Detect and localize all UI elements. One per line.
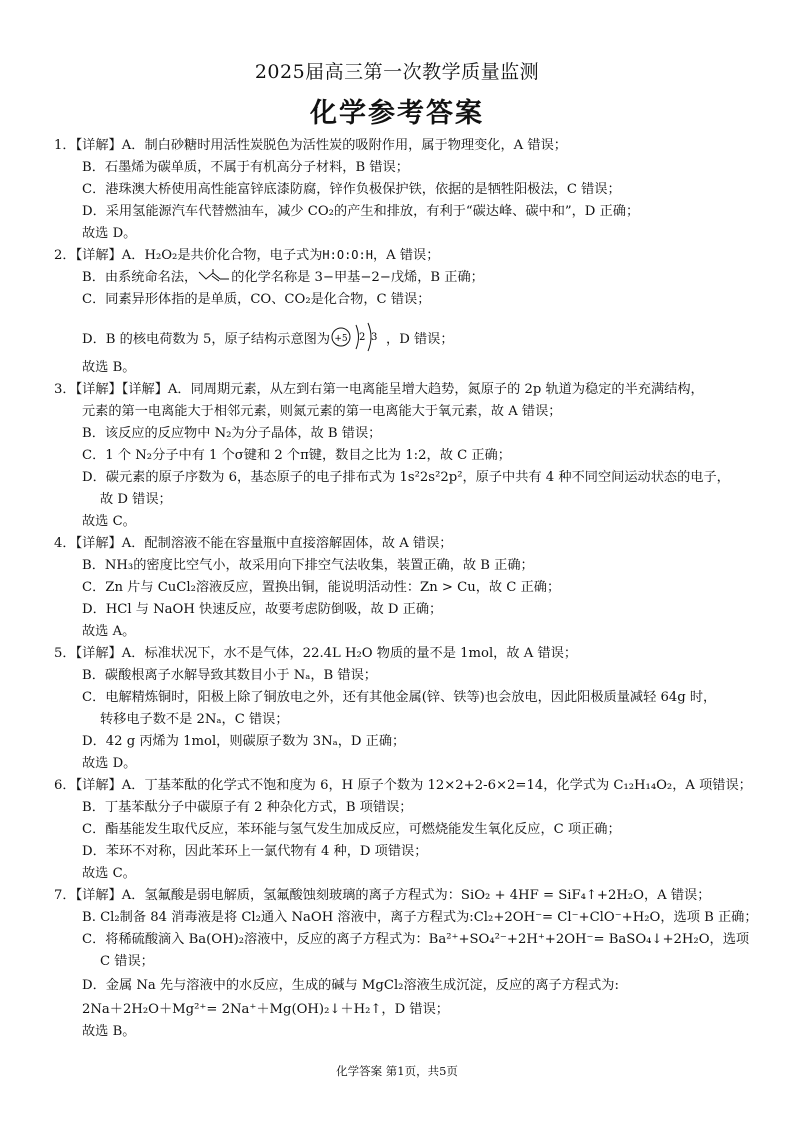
q2-b-tail: 的化学名称是 3−甲基−2−戊烯，B 正确；	[231, 270, 484, 285]
exam-title: 2025届高三第一次教学质量监测	[254, 61, 540, 83]
q2-line-b	[82, 268, 484, 287]
q2-line-a	[54, 246, 439, 265]
q3-line-d2: 故 D 错误；	[100, 492, 172, 507]
q1-line-d: D．采用氢能源汽车代替燃油车，减少 CO₂的产生和排放，有利于“碳达峰、碳中和”，D 正确；	[82, 204, 640, 219]
shell-1-electrons: 2	[359, 332, 366, 343]
q4-line-a: 4．【详解】A．配制溶液不能在容量瓶中直接溶解固体，故 A 错误；	[54, 536, 453, 551]
q3-line-a1: 3．【详解】【详解】A．同周期元素，从左到右第一电离能呈增大趋势，氮原子的 2p 轨道为稳定的半充满结构，	[54, 382, 704, 397]
q7-line-d: D．金属 Na 先与溶液中的水反应，生成的碱与 MgCl₂溶液生成沉淀，反应的离子方程式为:	[82, 978, 619, 993]
q1-line-c: C．港珠澳大桥使用高性能富锌底漆防腐，锌作负极保护铁，依据的是牺牲阳极法，C 错误；	[82, 182, 621, 197]
q5-line-a: 5．【详解】A．标准状况下，水不是气体，22.4L H₂O 物质的量不是 1mol，故 A 错误；	[54, 646, 578, 661]
q4-answer: 故选 A。	[82, 624, 136, 639]
q1-answer: 故选 D。	[82, 226, 137, 241]
q1-line-a: 1．【详解】A．制白砂糖时用活性炭脱色为活性炭的吸附作用，属于物理变化，A 错误；	[54, 138, 567, 153]
q2-line-d	[82, 322, 454, 348]
nucleus-charge: +5	[334, 334, 348, 344]
page-title: 化学参考答案	[310, 98, 484, 129]
h2o2-electron-formula: H:O:O:H	[322, 248, 373, 262]
q5-answer: 故选 D。	[82, 756, 137, 771]
q3-answer: 故选 C。	[82, 514, 136, 529]
q2-b-text: B．由系统命名法，	[82, 270, 198, 285]
page-footer: 化学答案 第1页，共5页	[336, 1064, 458, 1078]
q6-line-b: B．丁基苯酞分子中碳原子有 2 种杂化方式，B 项错误；	[82, 800, 413, 815]
alkene-skeletal-structure	[197, 268, 231, 284]
q2-d-text: D．B 的核电荷数为 5，原子结构示意图为	[82, 332, 331, 347]
q7-line-c2: C 错误；	[100, 954, 154, 969]
q6-line-c: C．酯基能发生取代反应，苯环能与氢气发生加成反应，可燃烧能发生氧化反应，C 项正确；	[82, 822, 621, 837]
q4-line-c: C．Zn 片与 CuCl₂溶液反应，置换出铜，能说明活动性：Zn > Cu，故 C 正确；	[82, 580, 561, 595]
q6-answer: 故选 C。	[82, 866, 136, 881]
q6-line-a: 6．【详解】A．丁基苯酞的化学式不饱和度为 6，H 原子个数为 12×2+2-6×2=14，化学式为 C₁₂H₁₄O₂，A 项错误；	[54, 778, 752, 793]
q1-line-b: B．石墨烯为碳单质，不属于有机高分子材料，B 错误；	[82, 160, 409, 175]
q2-a-text: 2．【详解】A．H₂O₂是共价化合物，电子式为	[54, 248, 323, 263]
q2-line-c: C．同素异形体指的是单质，CO、CO₂是化合物，C 错误；	[82, 292, 431, 307]
q5-line-b: B．碳酸根离子水解导致其数目小于 Nₐ，B 错误；	[82, 668, 377, 683]
q6-line-d: D．苯环不对称，因此苯环上一氯代物有 4 种，D 项错误；	[82, 844, 428, 859]
q7-answer: 故选 B。	[82, 1024, 136, 1039]
q7-line-b: B. Cl₂制备 84 消毒液是将 Cl₂通入 NaOH 溶液中，离子方程式为:Cl₂+2OH⁻= Cl⁻+ClO⁻+H₂O，选项 B 正确；	[82, 910, 758, 925]
q4-line-d: D．HCl 与 NaOH 快速反应，故要考虑防倒吸，故 D 正确；	[82, 602, 443, 617]
q3-line-c: C．1 个 N₂分子中有 1 个σ键和 2 个π键，数目之比为 1:2，故 C 正确；	[82, 448, 511, 463]
q3-line-d1: D．碳元素的原子序数为 6，基态原子的电子排布式为 1s²2s²2p²，原子中共有 4 种不同空间运动状态的电子，	[82, 470, 730, 485]
q7-equation: 2Na＋2H₂O＋Mg²⁺= 2Na⁺＋Mg(OH)₂↓＋H₂↑，D 错误；	[82, 1002, 449, 1017]
q7-line-a: 7．【详解】A．氢氟酸是弱电解质，氢氟酸蚀刻玻璃的离子方程式为：SiO₂ + 4HF = SiF₄↑+2H₂O，A 错误；	[54, 888, 711, 903]
q5-line-d: D．42 g 丙烯为 1mol，则碳原子数为 3Nₐ，D 正确；	[82, 734, 406, 749]
q2-a-tail: ，A 错误；	[372, 248, 440, 263]
q3-line-a2: 元素的第一电离能大于相邻元素，则氮元素的第一电离能大于氧元素，故 A 错误；	[82, 404, 562, 419]
q3-line-b: B．该反应的反应物中 N₂为分子晶体，故 B 错误；	[82, 426, 382, 441]
q2-d-tail: ，D 错误；	[386, 332, 454, 347]
q4-line-b: B．NH₃的密度比空气小，故采用向下排空气法收集，装置正确，故 B 正确；	[82, 558, 534, 573]
q7-line-c1: C．将稀硫酸滴入 Ba(OH)₂溶液中，反应的离子方程式为：Ba²⁺+SO₄²⁻+2H⁺+2OH⁻= BaSO₄↓+2H₂O，选项	[82, 932, 750, 947]
q5-line-c1: C．电解精炼铜时，阳极上除了铜放电之外，还有其他金属(锌、铁等)也会放电，因此阳极质量减轻 64g 时，	[82, 690, 717, 705]
q5-line-c2: 转移电子数不是 2Nₐ，C 错误；	[100, 712, 289, 727]
q2-answer: 故选 B。	[82, 360, 136, 375]
boron-atom-structure-diagram	[330, 322, 386, 352]
shell-2-electrons: 3	[371, 332, 378, 343]
